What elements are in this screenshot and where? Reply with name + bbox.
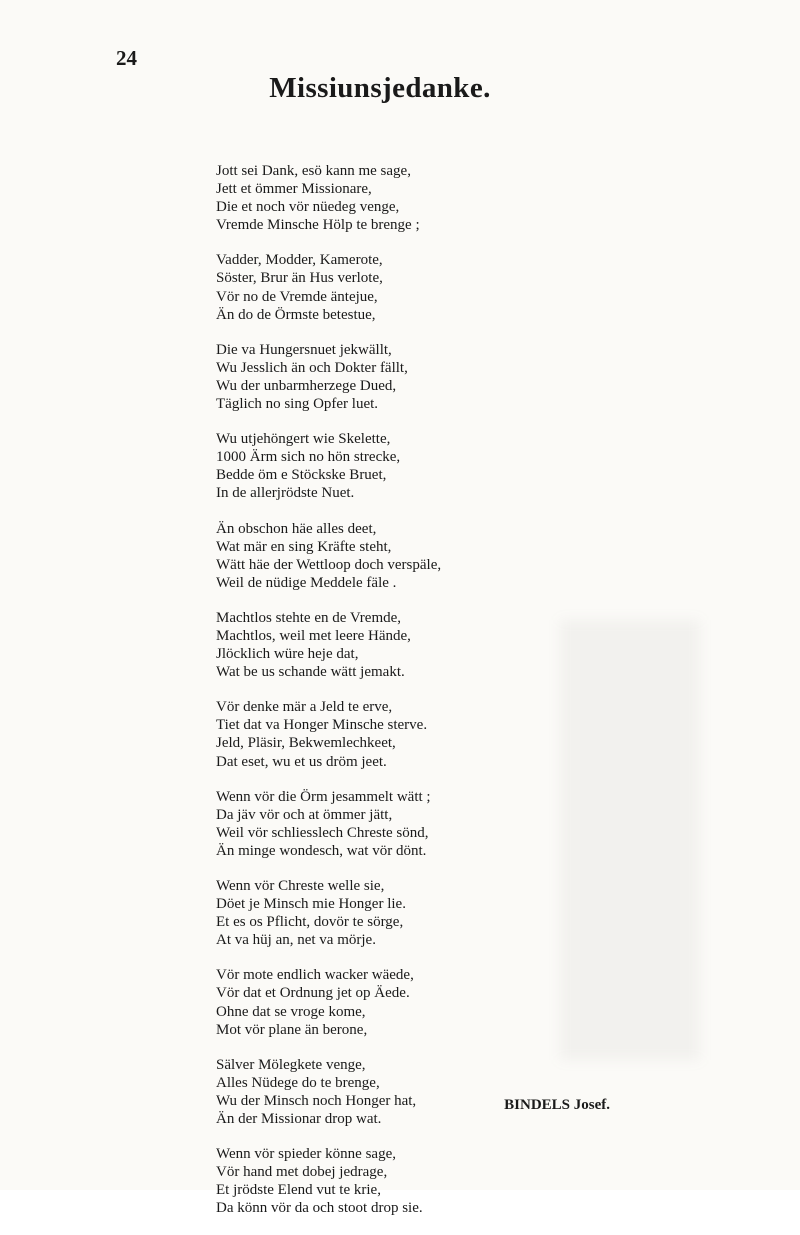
poem-line: Weil vör schliesslech Chreste sönd,: [216, 824, 429, 841]
reverse-side-shadow: [560, 620, 700, 1060]
stanza-5: [216, 520, 556, 592]
stanza-2: [216, 251, 556, 323]
poem-line: Da könn vör da och stoot drop sie.: [216, 1200, 423, 1217]
poem-line: Ohne dat se vroge kome,: [216, 1003, 366, 1020]
poem-line: At va hüj an, net va mörje.: [216, 932, 376, 949]
poem-line: Vör denke mär a Jeld te erve,: [216, 699, 393, 716]
poem-line: Än der Missionar drop wat.: [216, 1111, 382, 1128]
poem-line: Wat mär en sing Kräfte steht,: [216, 538, 392, 555]
poem-line: Jett et ömmer Missionare,: [216, 181, 372, 198]
stanza-6: [216, 609, 556, 681]
stanza-10: [216, 966, 556, 1038]
poem-line: Vör no de Vremde äntejue,: [216, 288, 378, 305]
poem-line: Vör dat et Ordnung jet op Äede.: [216, 985, 410, 1002]
poem-line: Alles Nüdege do te brenge,: [216, 1074, 380, 1091]
poem-line: Et es os Pflicht, dovör te sörge,: [216, 914, 404, 931]
poem-line: Wu der unbarmherzege Dued,: [216, 377, 397, 394]
poem-line: Die va Hungersnuet jekwällt,: [216, 341, 392, 358]
stanza-4: [216, 430, 556, 502]
poem-line: Vör mote endlich wacker wäede,: [216, 967, 414, 984]
poem-body: [216, 162, 556, 1235]
poem-line: Dat eset, wu et us dröm jeet.: [216, 753, 387, 770]
stanza-9: [216, 877, 556, 949]
poem-line: Wenn vör Chreste welle sie,: [216, 878, 385, 894]
stanza-3: [216, 341, 556, 413]
poem-line: Sälver Mölegkete venge,: [216, 1056, 366, 1073]
poem-line: Än minge wondesch, wat vör dönt.: [216, 842, 427, 859]
poem-line: Wätt häe der Wettloop doch verspäle,: [216, 556, 442, 573]
poem-line: Jeld, Pläsir, Bekwemlechkeet,: [216, 735, 396, 752]
poem-line: Wat be us schande wätt jemakt.: [216, 664, 405, 681]
poem-line: In de allerjrödste Nuet.: [216, 485, 355, 502]
poem-line: Die et noch vör nüedeg venge,: [216, 199, 400, 216]
stanza-7: [216, 698, 556, 770]
poem-line: Weil de nüdige Meddele fäle .: [216, 574, 397, 591]
poem-line: Vör hand met dobej jedrage,: [216, 1164, 388, 1181]
poem-line: 1000 Ärm sich no hön strecke,: [216, 449, 401, 466]
stanza-1: [216, 162, 556, 234]
poem-line: Mot vör plane än berone,: [216, 1021, 368, 1038]
poem-line: Än do de Örmste betestue,: [216, 306, 376, 323]
poem-line: Et jrödste Elend vut te krie,: [216, 1182, 381, 1199]
poem-line: Söster, Brur än Hus verlote,: [216, 270, 383, 287]
stanza-12: [216, 1145, 556, 1217]
stanza-8: [216, 788, 556, 860]
poem-line: Jlöcklich würe heje dat,: [216, 646, 359, 663]
poem-line: Wu utjehöngert wie Skelette,: [216, 431, 391, 448]
poem-line: Wu der Minsch noch Honger hat,: [216, 1092, 417, 1109]
poem-line: Bedde öm e Stöckske Bruet,: [216, 467, 387, 484]
poem-line: Machtlos, weil met leere Hände,: [216, 627, 411, 644]
poem-line: Wenn vör spieder könne sage,: [216, 1146, 396, 1163]
poem-title: Missiunsjedanke.: [269, 72, 491, 104]
poem-line: Jott sei Dank, esö kann me sage,: [216, 163, 411, 179]
poem-line: Vremde Minsche Hölp te brenge ;: [216, 217, 420, 234]
poem-line: Da jäv vör och at ömmer jätt,: [216, 806, 393, 823]
poem-line: Än obschon häe alles deet,: [216, 520, 377, 537]
page-number: 24: [116, 46, 137, 70]
author-signature: BINDELS Josef.: [504, 1097, 610, 1113]
poem-line: Döet je Minsch mie Honger lie.: [216, 896, 406, 913]
poem-line: Wu Jesslich än och Dokter fällt,: [216, 359, 408, 376]
poem-line: Wenn vör die Örm jesammelt wätt ;: [216, 788, 431, 805]
poem-line: Täglich no sing Opfer luet.: [216, 396, 379, 413]
poem-line: Vadder, Modder, Kamerote,: [216, 252, 383, 269]
poem-line: Tiet dat va Honger Minsche sterve.: [216, 717, 428, 734]
poem-line: Machtlos stehte en de Vremde,: [216, 609, 402, 626]
stanza-11: [216, 1056, 556, 1128]
